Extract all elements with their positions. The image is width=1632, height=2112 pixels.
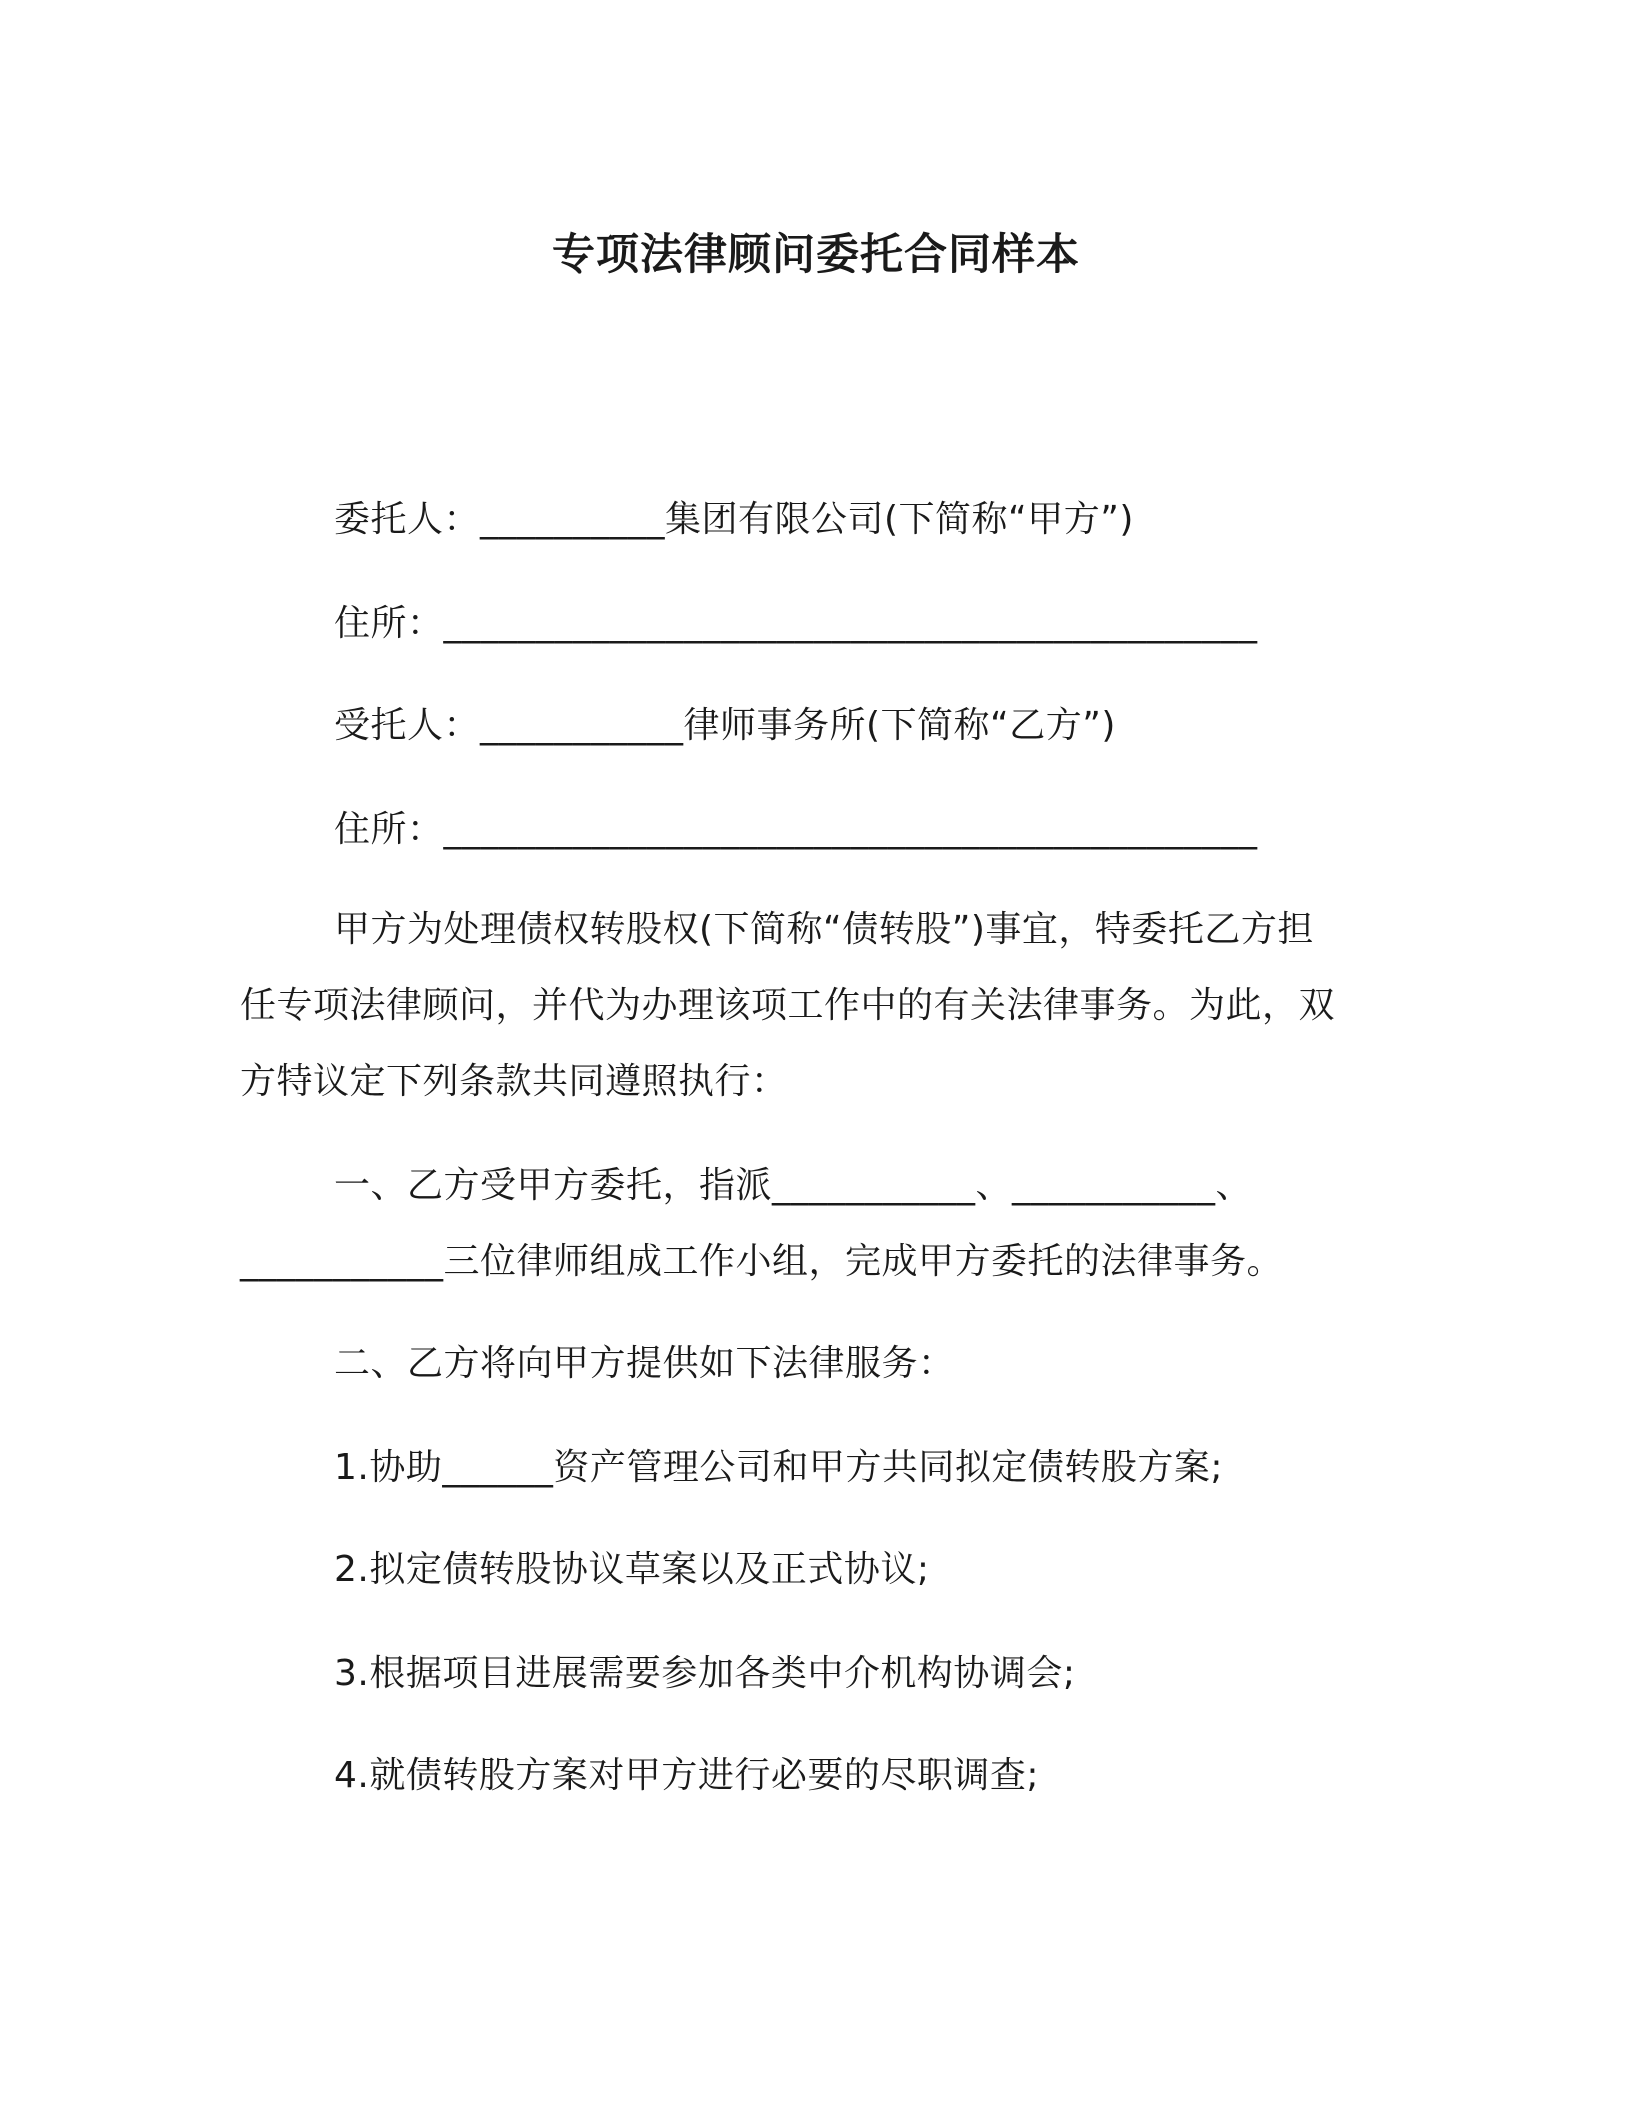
service-item-3: 3.根据项目进展需要参加各类中介机构协调会; [334, 1653, 1076, 1694]
intro-line-2: 任专项法律顾问，并代为办理该项工作中的有关法律事务。为此，双 [240, 985, 1336, 1026]
clause2-heading: 二、乙方将向甲方提供如下法律服务： [334, 1343, 955, 1384]
party-trustee-line: 受托人：___________律师事务所(下简称“乙方”) [334, 705, 1116, 746]
trustee-address-line: 住所：____________________________________________ [334, 809, 1258, 850]
service-item-4: 4.就债转股方案对甲方进行必要的尽职调查; [334, 1755, 1039, 1796]
clause1-line-2: ___________三位律师组成工作小组，完成甲方委托的法律事务。 [240, 1241, 1284, 1282]
document-title: 专项法律顾问委托合同样本 [552, 230, 1080, 280]
intro-line-1: 甲方为处理债权转股权(下简称“债转股”)事宜，特委托乙方担 [334, 909, 1314, 950]
service-item-1: 1.协助______资产管理公司和甲方共同拟定债转股方案; [334, 1447, 1223, 1488]
clause1-line-1: 一、乙方受甲方委托，指派___________、___________、 [334, 1165, 1253, 1206]
client-address-line: 住所：____________________________________________ [334, 603, 1258, 644]
party-client-line: 委托人：__________集团有限公司(下简称“甲方”) [334, 499, 1134, 540]
service-item-2: 2.拟定债转股协议草案以及正式协议; [334, 1549, 930, 1590]
intro-line-3: 方特议定下列条款共同遵照执行： [240, 1061, 788, 1102]
